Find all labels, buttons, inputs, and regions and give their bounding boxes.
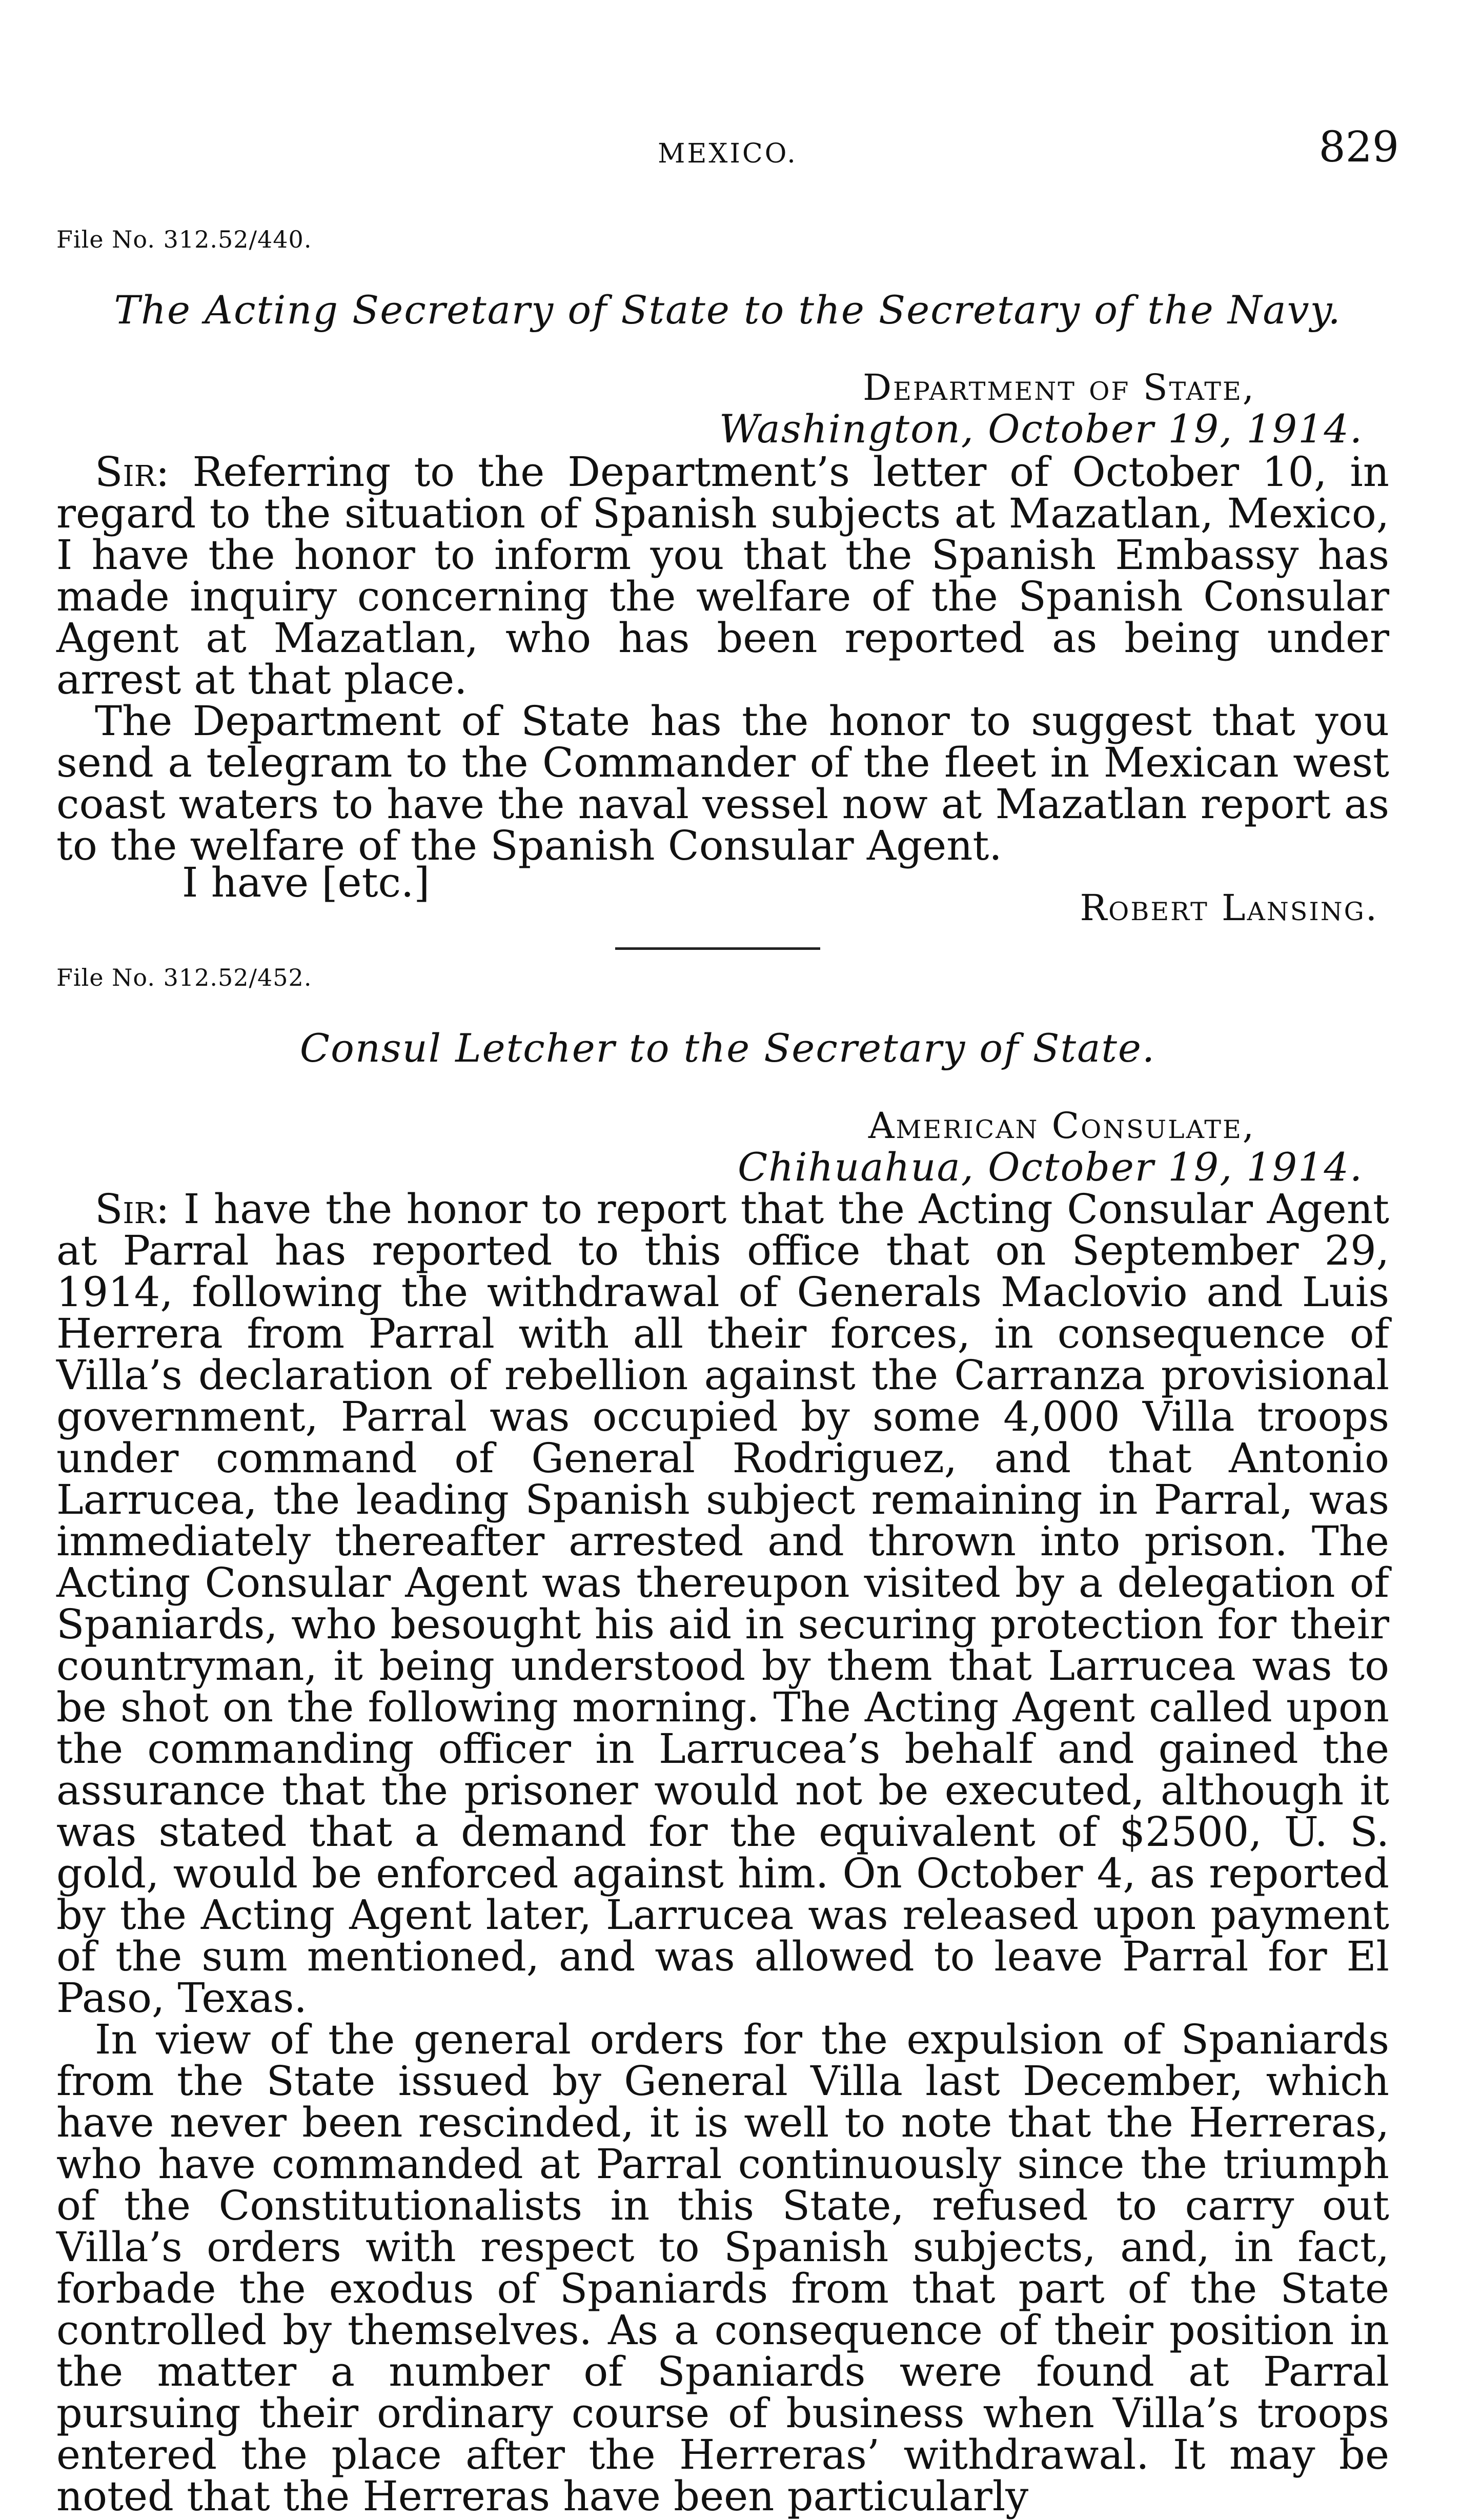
file-number-440: File No. 312.52/440. xyxy=(56,226,312,253)
sender-department-of-state: Department of State, xyxy=(862,367,1255,409)
closing-1: I have [etc.] xyxy=(182,859,430,906)
place-date-2: Chihuahua, October 19, 1914. xyxy=(737,1144,1363,1190)
place-date-1: Washington, October 19, 1914. xyxy=(719,406,1363,452)
letter-title-1: The Acting Secretary of State to the Secretary of the Navy. xyxy=(114,287,1342,333)
section-divider xyxy=(615,947,820,950)
running-head: MEXICO. xyxy=(658,138,798,169)
salutation-2: Sir xyxy=(95,1185,156,1233)
paragraph-1-2: The Department of State has the honor to suggest that you send a telegram to the Commander of the fleet in Mexican west coast waters to have the naval vessel now at Mazatlan report as to the welfare of the Spanish Consular Agent. xyxy=(56,697,1389,869)
salutation-1: Sir xyxy=(95,448,156,496)
page-header xyxy=(56,123,1399,179)
letter-title-2: Consul Letcher to the Secretary of State. xyxy=(299,1025,1156,1071)
letter-body-1 xyxy=(56,448,1389,869)
paragraph-2-2: In view of the general orders for the expulsion of Spaniards from the State issued by General Villa last December, which have never been rescinded, it is well to note that the Herreras, who have commanded at Parral continuously since the triumph of the Constitutionalists in this State, refused to carry out Villa’s orders with respect to Spanish subjects, and, in fact, forbade the exodus of Spaniards from that part of the State controlled by themselves. As a consequence of their position in the matter a number of Spaniards were found at Parral pursuing their ordinary course of business when Villa’s troops entered the place after the Herreras’ withdrawal. It may be noted that the Herreras have been particularly xyxy=(56,2016,1389,2520)
sender-american-consulate: American Consulate, xyxy=(868,1105,1255,1147)
paragraph-1-1-text: : Referring to the Department’s letter of October 10, in regard to the situation of Spanish subjects at Mazatlan, Mexico, I have the honor to inform you that the Spanish Embassy has made inquiry concerning the welfare of the Spanish Consular Agent at Mazatlan, who has been reported as being under arrest at that place. xyxy=(56,448,1389,703)
paragraph-2-1 xyxy=(56,1185,1389,2022)
paragraph-1-1 xyxy=(56,448,1389,703)
letter-body-2 xyxy=(56,1185,1389,2520)
file-number-452: File No. 312.52/452. xyxy=(56,964,312,991)
signature-robert-lansing: Robert Lansing. xyxy=(1080,887,1378,929)
paragraph-2-1-text: : I have the honor to report that the Acting Consular Agent at Parral has reported to this office that on September 29, 1914, following the withdrawal of Generals Maclovio and Luis Herrera from Parral with all their forces, in consequence of Villa’s declaration of rebellion against the Carranza provisional government, Parral was occupied by some 4,000 Villa troops under command of General Rodriguez, and that Antonio Larrucea, the leading Spanish subject remaining in Parral, was immediately thereafter arrested and thrown into prison. The Acting Consular Agent was thereupon visited by a delegation of Spaniards, who besought his aid in securing protection for their countryman, it being understood by them that Larrucea was to be shot on the following morning. The Acting Agent called upon the commanding officer in Larrucea’s behalf and gained the assurance that the prisoner would not be executed, although it was stated that a demand for the equivalent of $2500, U. S. gold, would be enforced against him. On October 4, as reported by the Acting Agent later, Larrucea was released upon payment of the sum mentioned, and was allowed to leave Parral for El Paso, Texas. xyxy=(56,1185,1389,2022)
page-number: 829 xyxy=(1318,123,1399,172)
